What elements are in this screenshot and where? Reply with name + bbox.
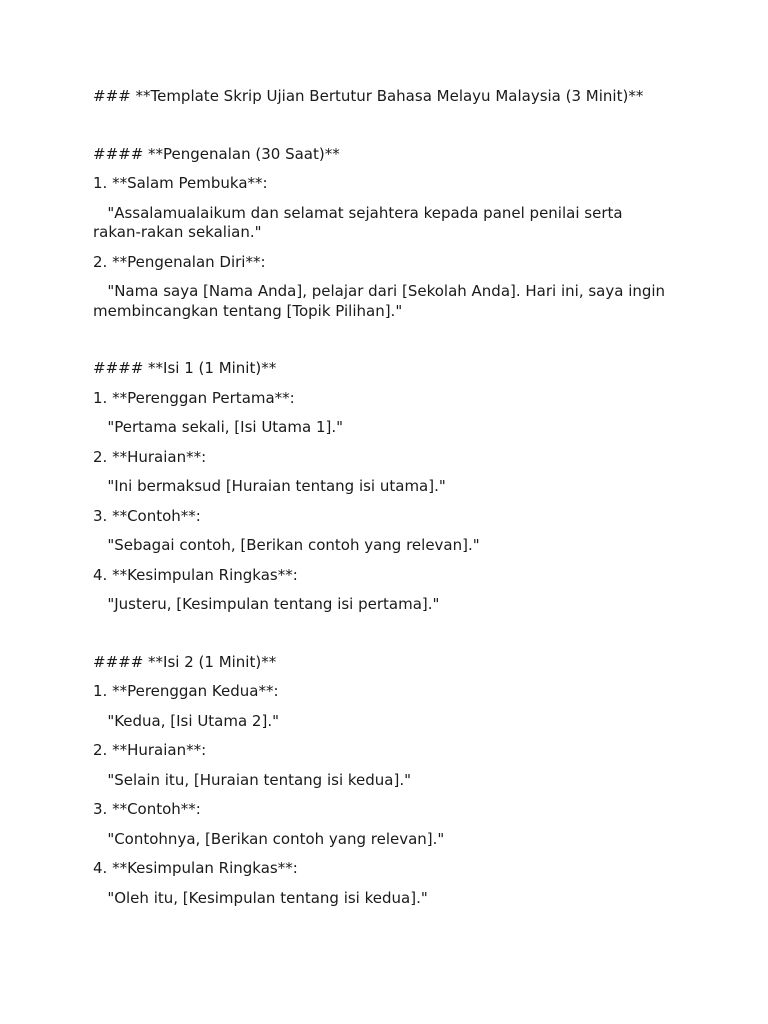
document-body (93, 87, 673, 908)
section-heading: #### **Isi 1 (1 Minit)** (93, 359, 277, 377)
section-heading: #### **Isi 2 (1 Minit)** (93, 652, 277, 671)
item-quote: "Justeru, [Kesimpulan tentang isi pertama]." (93, 595, 440, 613)
item-quote: "Sebagai contoh, [Berikan contoh yang relevan]." (93, 536, 480, 554)
item-label: 2. **Pengenalan Diri**: (93, 252, 266, 271)
item-label: 3. **Contoh**: (93, 506, 201, 525)
item-quote: "Oleh itu, [Kesimpulan tentang isi kedua]." (93, 888, 428, 907)
item-quote: "Contohnya, [Berikan contoh yang relevan]." (93, 829, 445, 848)
item-label: 4. **Kesimpulan Ringkas**: (93, 565, 298, 584)
item-label: 2. **Huraian**: (93, 741, 207, 759)
section-heading: #### **Pengenalan (30 Saat)** (93, 144, 340, 163)
item-label: 3. **Contoh**: (93, 800, 201, 818)
item-label: 1. **Salam Pembuka**: (93, 174, 268, 192)
item-label: 2. **Huraian**: (93, 447, 207, 466)
item-quote: "Selain itu, [Huraian tentang isi kedua]." (93, 770, 412, 789)
item-label: 1. **Perenggan Kedua**: (93, 682, 279, 700)
item-quote: "Kedua, [Isi Utama 2]." (93, 711, 279, 730)
section-pengenalan (93, 145, 673, 322)
document-title: ### **Template Skrip Ujian Bertutur Bahasa Melayu Malaysia (3 Minit)** (93, 87, 644, 105)
item-quote: "Pertama sekali, [Isi Utama 1]." (93, 418, 344, 436)
item-label: 4. **Kesimpulan Ringkas**: (93, 859, 298, 877)
item-quote: "Assalamualaikum dan selamat sejahtera kepada panel penilai serta rakan-rakan sekalian." (93, 203, 628, 241)
item-quote: "Ini bermaksud [Huraian tentang isi utama]." (93, 477, 446, 495)
item-quote: "Nama saya [Nama Anda], pelajar dari [Sekolah Anda]. Hari ini, saya ingin membincangkan tentang [Topik Pilihan]." (93, 282, 670, 320)
section-isi-2 (93, 653, 673, 909)
section-isi-1 (93, 359, 673, 615)
item-label: 1. **Perenggan Pertama**: (93, 388, 295, 407)
